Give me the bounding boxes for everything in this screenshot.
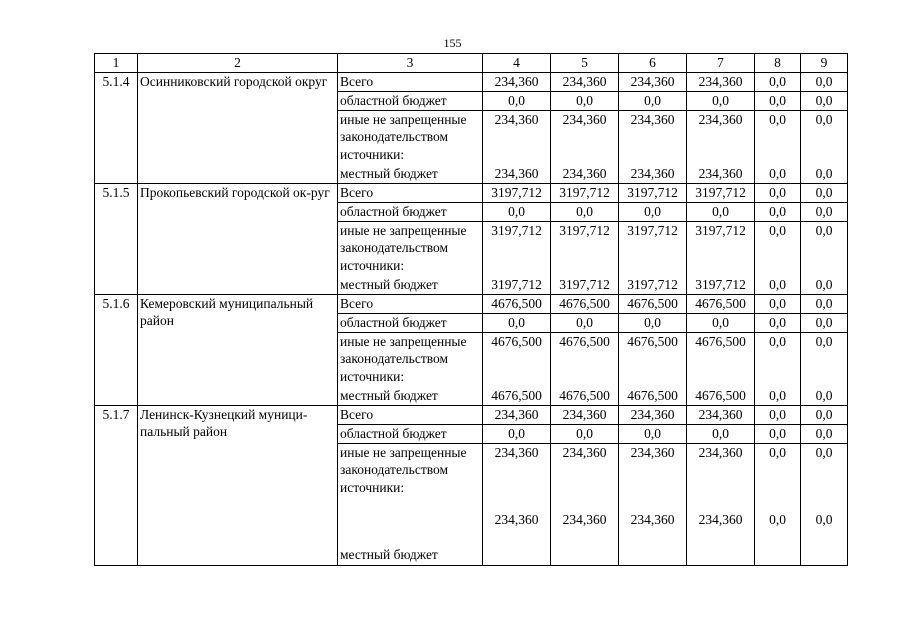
- value-local: 0,0: [815, 512, 833, 527]
- value-cell: 0,0: [483, 424, 551, 443]
- value-other: 3197,712: [559, 222, 610, 238]
- value-cell: 4676,500: [619, 294, 687, 313]
- value-other: 0,0: [815, 333, 833, 349]
- value-cell: 0,0: [755, 424, 801, 443]
- row-label-other: [338, 221, 483, 294]
- value-other: 4676,500: [559, 333, 610, 349]
- row-label-other-line: законодательством: [340, 240, 449, 255]
- row-label-other-line: иные не запрещенные: [340, 222, 467, 238]
- value-cell: 234,360: [619, 405, 687, 424]
- section-number: 5.1.7: [95, 405, 138, 565]
- value-other: 0,0: [769, 111, 786, 127]
- value-cell: 0,0: [687, 202, 755, 221]
- value-local: 4676,500: [695, 388, 746, 403]
- row-label-other-line: законодательством: [340, 129, 449, 144]
- row-label-regional: областной бюджет: [338, 424, 483, 443]
- value-local: 234,360: [562, 512, 607, 527]
- value-cell: 234,360: [687, 405, 755, 424]
- value-cell: 0,0: [619, 91, 687, 110]
- value-local: 234,360: [630, 166, 675, 181]
- value-local: 234,360: [494, 166, 539, 181]
- section-name: Осинниковский городской округ: [138, 72, 338, 183]
- row-label-other-line: законодательством: [340, 462, 449, 477]
- value-local: 0,0: [815, 166, 833, 181]
- value-other: 4676,500: [627, 333, 678, 349]
- value-cell: 234,360: [483, 72, 551, 91]
- value-other: 3197,712: [695, 222, 746, 238]
- row-label-total: Всего: [338, 183, 483, 202]
- value-cell: [755, 332, 801, 405]
- column-header: 8: [755, 54, 801, 73]
- table-row: [95, 183, 848, 202]
- value-cell: 0,0: [483, 313, 551, 332]
- table-row: [95, 72, 848, 91]
- row-label-other-line: иные не запрещенные: [340, 111, 467, 127]
- value-local: 0,0: [769, 277, 786, 292]
- value-cell: 3197,712: [483, 183, 551, 202]
- value-other: 234,360: [494, 111, 539, 127]
- row-label-other: [338, 110, 483, 183]
- value-cell: 0,0: [801, 91, 848, 110]
- value-other: 234,360: [494, 444, 539, 460]
- value-cell: [551, 110, 619, 183]
- header-row: [95, 54, 848, 73]
- row-label-other: [338, 443, 483, 565]
- value-cell: [619, 332, 687, 405]
- value-cell: 234,360: [619, 72, 687, 91]
- value-cell: [801, 110, 848, 183]
- value-other: 234,360: [630, 444, 675, 460]
- row-label-other-line: источники:: [340, 368, 405, 384]
- value-other: 0,0: [769, 444, 786, 460]
- value-cell: 4676,500: [687, 294, 755, 313]
- row-label-local: местный бюджет: [340, 547, 438, 562]
- value-cell: [483, 221, 551, 294]
- row-label-other-line: иные не запрещенные: [340, 333, 467, 349]
- page-number: 155: [443, 36, 462, 50]
- value-cell: [619, 443, 687, 565]
- section-number: 5.1.4: [95, 72, 138, 183]
- value-cell: 0,0: [619, 202, 687, 221]
- value-cell: 234,360: [551, 405, 619, 424]
- column-header: 7: [687, 54, 755, 73]
- row-label-total: Всего: [338, 72, 483, 91]
- value-cell: 0,0: [687, 424, 755, 443]
- row-label-other: [338, 332, 483, 405]
- value-cell: 3197,712: [619, 183, 687, 202]
- value-cell: 4676,500: [551, 294, 619, 313]
- value-other: 234,360: [562, 111, 607, 127]
- value-cell: [801, 332, 848, 405]
- value-cell: 0,0: [755, 405, 801, 424]
- section-name: Кемеровский муниципальный район: [138, 294, 338, 405]
- value-cell: 234,360: [687, 72, 755, 91]
- value-cell: 0,0: [755, 183, 801, 202]
- value-local: 234,360: [698, 166, 743, 181]
- value-local: 4676,500: [491, 388, 542, 403]
- value-local: 0,0: [769, 512, 786, 527]
- value-cell: [483, 110, 551, 183]
- row-label-other-line: законодательством: [340, 351, 449, 366]
- column-header: 6: [619, 54, 687, 73]
- row-label-local: местный бюджет: [340, 166, 438, 181]
- value-cell: [619, 110, 687, 183]
- value-cell: [551, 443, 619, 565]
- value-cell: 0,0: [801, 313, 848, 332]
- value-other: 4676,500: [695, 333, 746, 349]
- value-local: 234,360: [562, 166, 607, 181]
- value-cell: 0,0: [755, 72, 801, 91]
- value-cell: 0,0: [801, 183, 848, 202]
- value-other: 234,360: [630, 111, 675, 127]
- value-other: 234,360: [562, 444, 607, 460]
- table-row: [95, 405, 848, 424]
- section-name: Ленинск-Кузнецкий муници-пальный район: [138, 405, 338, 565]
- row-label-local: местный бюджет: [340, 388, 438, 403]
- value-cell: 0,0: [687, 313, 755, 332]
- value-cell: [755, 443, 801, 565]
- row-label-other-line: источники:: [340, 146, 405, 162]
- value-cell: 0,0: [551, 91, 619, 110]
- value-cell: 0,0: [755, 294, 801, 313]
- value-local: 0,0: [815, 277, 833, 292]
- table-row: [95, 294, 848, 313]
- row-label-regional: областной бюджет: [338, 91, 483, 110]
- value-cell: [687, 110, 755, 183]
- value-cell: 0,0: [619, 313, 687, 332]
- value-cell: 0,0: [755, 313, 801, 332]
- value-other: 3197,712: [627, 222, 678, 238]
- value-cell: [619, 221, 687, 294]
- value-local: 234,360: [494, 512, 539, 527]
- value-cell: 0,0: [801, 202, 848, 221]
- value-cell: 0,0: [483, 202, 551, 221]
- value-local: 3197,712: [491, 277, 542, 292]
- value-cell: 0,0: [551, 202, 619, 221]
- value-local: 4676,500: [627, 388, 678, 403]
- value-cell: 3197,712: [551, 183, 619, 202]
- value-cell: [801, 443, 848, 565]
- value-cell: [687, 332, 755, 405]
- value-cell: [755, 221, 801, 294]
- value-cell: [551, 221, 619, 294]
- value-cell: 0,0: [687, 91, 755, 110]
- value-cell: [687, 443, 755, 565]
- value-cell: 0,0: [551, 424, 619, 443]
- row-label-local: местный бюджет: [340, 277, 438, 292]
- row-label-other-line: иные не запрещенные: [340, 444, 467, 460]
- column-header: 1: [95, 54, 138, 73]
- value-other: 4676,500: [491, 333, 542, 349]
- value-cell: [801, 221, 848, 294]
- value-other: 0,0: [769, 333, 786, 349]
- section-name: Прокопьевский городской ок-руг: [138, 183, 338, 294]
- value-local: 4676,500: [559, 388, 610, 403]
- value-other: 0,0: [815, 111, 833, 127]
- value-other: 234,360: [698, 444, 743, 460]
- value-cell: [755, 110, 801, 183]
- value-other: 0,0: [815, 444, 833, 460]
- value-local: 234,360: [630, 512, 675, 527]
- value-cell: 234,360: [483, 405, 551, 424]
- value-cell: 0,0: [551, 313, 619, 332]
- column-header: 3: [338, 54, 483, 73]
- value-other: 234,360: [698, 111, 743, 127]
- value-cell: 0,0: [801, 294, 848, 313]
- value-local: 3197,712: [627, 277, 678, 292]
- value-cell: [687, 221, 755, 294]
- row-label-total: Всего: [338, 294, 483, 313]
- value-cell: 3197,712: [687, 183, 755, 202]
- budget-table: [94, 53, 848, 566]
- value-cell: [483, 332, 551, 405]
- section-number: 5.1.5: [95, 183, 138, 294]
- row-label-other-line: источники:: [340, 479, 405, 495]
- value-other: 0,0: [769, 222, 786, 238]
- row-label-regional: областной бюджет: [338, 202, 483, 221]
- value-local: 0,0: [769, 388, 786, 403]
- column-header: 2: [138, 54, 338, 73]
- row-label-other-line: источники:: [340, 257, 405, 273]
- value-local: 0,0: [769, 166, 786, 181]
- table-body: [95, 54, 848, 566]
- value-local: 3197,712: [559, 277, 610, 292]
- value-cell: [483, 443, 551, 565]
- column-header: 5: [551, 54, 619, 73]
- value-local: 234,360: [698, 512, 743, 527]
- row-label-total: Всего: [338, 405, 483, 424]
- value-cell: 0,0: [801, 405, 848, 424]
- value-cell: [551, 332, 619, 405]
- value-cell: 4676,500: [483, 294, 551, 313]
- value-cell: 0,0: [755, 91, 801, 110]
- value-cell: 0,0: [619, 424, 687, 443]
- value-cell: 0,0: [801, 424, 848, 443]
- value-cell: 234,360: [551, 72, 619, 91]
- value-local: 3197,712: [695, 277, 746, 292]
- value-cell: 0,0: [801, 72, 848, 91]
- column-header: 9: [801, 54, 848, 73]
- section-number: 5.1.6: [95, 294, 138, 405]
- value-other: 3197,712: [491, 222, 542, 238]
- value-other: 0,0: [815, 222, 833, 238]
- value-cell: 0,0: [755, 202, 801, 221]
- value-local: 0,0: [815, 388, 833, 403]
- column-header: 4: [483, 54, 551, 73]
- row-label-regional: областной бюджет: [338, 313, 483, 332]
- value-cell: 0,0: [483, 91, 551, 110]
